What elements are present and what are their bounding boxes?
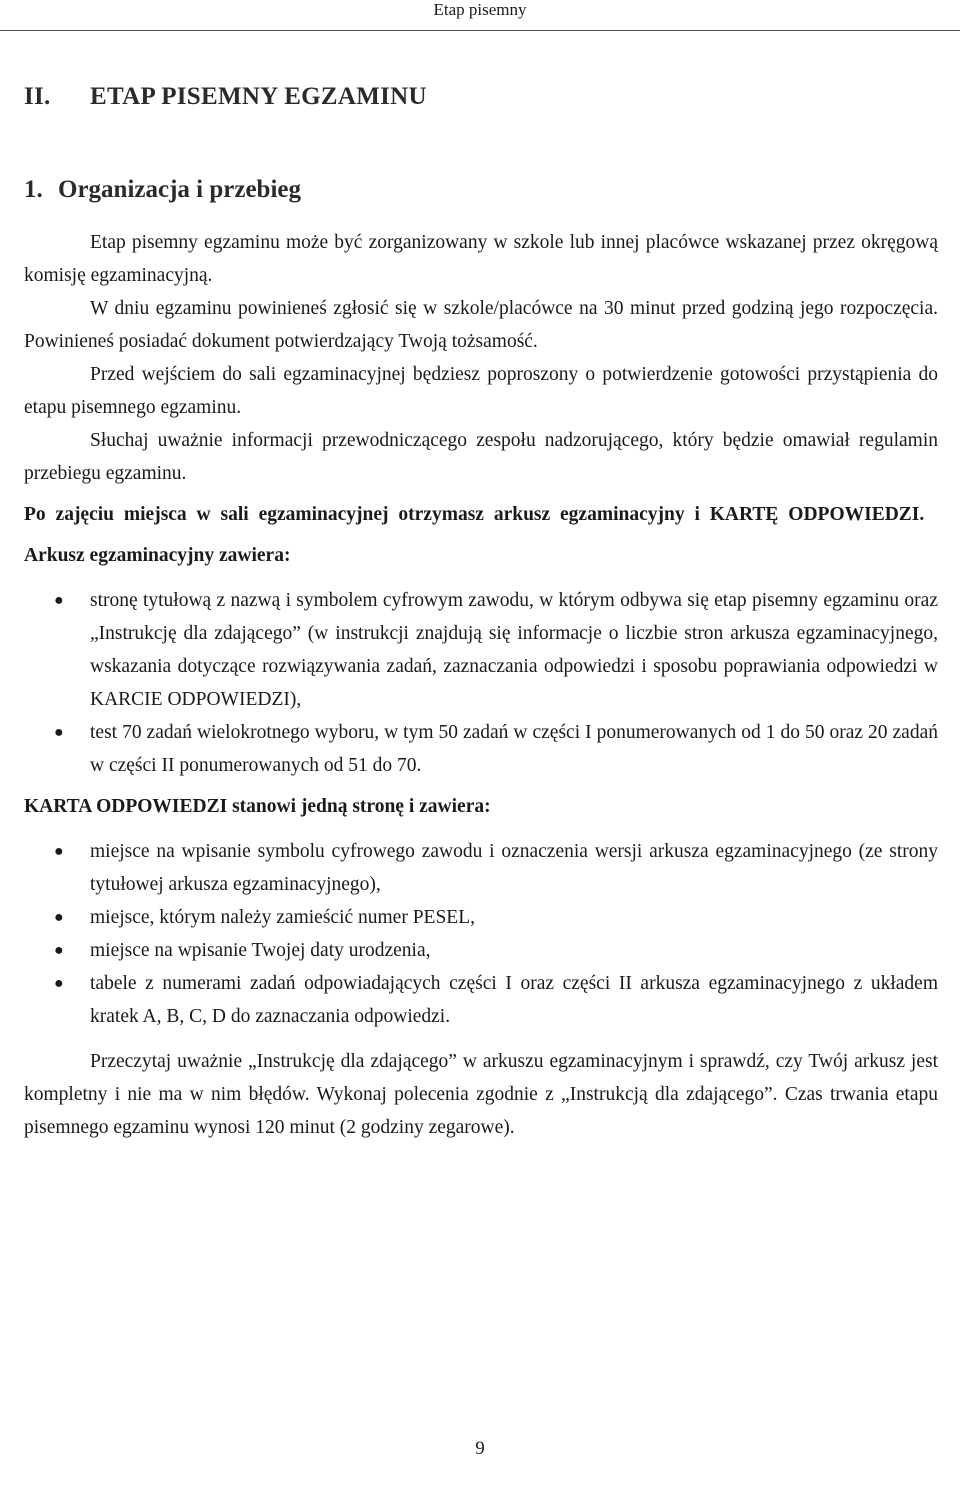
subsection-number: 1. bbox=[24, 176, 43, 203]
bullet-icon: ● bbox=[54, 942, 64, 959]
paragraph-location: Etap pisemny egzaminu może być zorganizowany w szkole lub innej placówce wskazanej przez okręgową komisję egzaminacyjną. bbox=[24, 232, 938, 286]
section-heading bbox=[24, 83, 427, 111]
list-item: ● stronę tytułową z nazwą i symbolem cyfrowym zawodu, w którym odbywa się etap pisemny egzaminu oraz „Instrukcję dla zdającego” (w instrukcji znajdują się informacje o liczbie stron arkusza egzaminacyjnego, wskazania dotyczące rozwiązywania zadań, zaznaczania odpowiedzi i sposobu poprawiania odpowiedzi w KARCIE ODPOWIEDZI), bbox=[24, 584, 938, 716]
arkusz-heading: Arkusz egzaminacyjny zawiera: bbox=[24, 545, 291, 566]
karta-list bbox=[24, 835, 938, 1033]
bullet-icon: ● bbox=[54, 724, 64, 741]
section-number: II. bbox=[24, 83, 51, 110]
bullet-icon: ● bbox=[54, 843, 64, 860]
subsection-title: Organizacja i przebieg bbox=[58, 176, 301, 203]
list-item: ● miejsce, którym należy zamieścić numer PESEL, bbox=[24, 901, 938, 934]
paragraph-rules: Słuchaj uważnie informacji przewodniczącego zespołu nadzorującego, który będzie omawiał regulamin przebiegu egzaminu. bbox=[24, 430, 938, 484]
bullet-icon: ● bbox=[54, 592, 64, 609]
list-item: ● miejsce na wpisanie symbolu cyfrowego zawodu i oznaczenia wersji arkusza egzaminacyjnego (ze strony tytułowej arkusza egzaminacyjnego), bbox=[24, 835, 938, 901]
running-header: Etap pisemny bbox=[433, 0, 527, 19]
bullet-icon: ● bbox=[54, 909, 64, 926]
paragraph-readiness: Przed wejściem do sali egzaminacyjnej będziesz poproszony o potwierdzenie gotowości przystąpienia do etapu pisemnego egzaminu. bbox=[24, 364, 938, 418]
page-number: 9 bbox=[475, 1438, 485, 1459]
closing-paragraph: Przeczytaj uważnie „Instrukcję dla zdającego” w arkuszu egzaminacyjnym i sprawdź, czy Twój arkusz jest kompletny i nie ma w nim błędów. Wykonaj polecenia zgodnie z „Instrukcją dla zdającego”. Czas trwania etapu pisemnego egzaminu wynosi 120 minut (2 godziny zegarowe). bbox=[24, 1051, 938, 1138]
list-item: ● test 70 zadań wielokrotnego wyboru, w tym 50 zadań w części I ponumerowanych od 1 do 50 oraz 20 zadań w części II ponumerowanych od 51 do 70. bbox=[24, 716, 938, 782]
list-item: ● tabele z numerami zadań odpowiadających części I oraz części II arkusza egzaminacyjnego z układem kratek A, B, C, D do zaznaczania odpowiedzi. bbox=[24, 967, 938, 1033]
bullet-icon: ● bbox=[54, 975, 64, 992]
paragraph-arrival: W dniu egzaminu powinieneś zgłosić się w szkole/placówce na 30 minut przed godziną jego rozpoczęcia. Powinieneś posiadać dokument potwierdzający Twoją tożsamość. bbox=[24, 298, 938, 352]
list-item: ● miejsce na wpisanie Twojej daty urodzenia, bbox=[24, 934, 938, 967]
section-title: ETAP PISEMNY EGZAMINU bbox=[90, 83, 427, 110]
header-divider bbox=[0, 30, 960, 31]
karta-heading: KARTA ODPOWIEDZI stanowi jedną stronę i zawiera: bbox=[24, 796, 491, 817]
subsection-heading bbox=[24, 176, 301, 204]
arkusz-list bbox=[24, 584, 938, 782]
document-body bbox=[24, 226, 938, 1144]
bold-notice: Po zajęciu miejsca w sali egzaminacyjnej otrzymasz arkusz egzaminacyjny i KARTĘ ODPOWIEDZI. bbox=[24, 504, 925, 525]
